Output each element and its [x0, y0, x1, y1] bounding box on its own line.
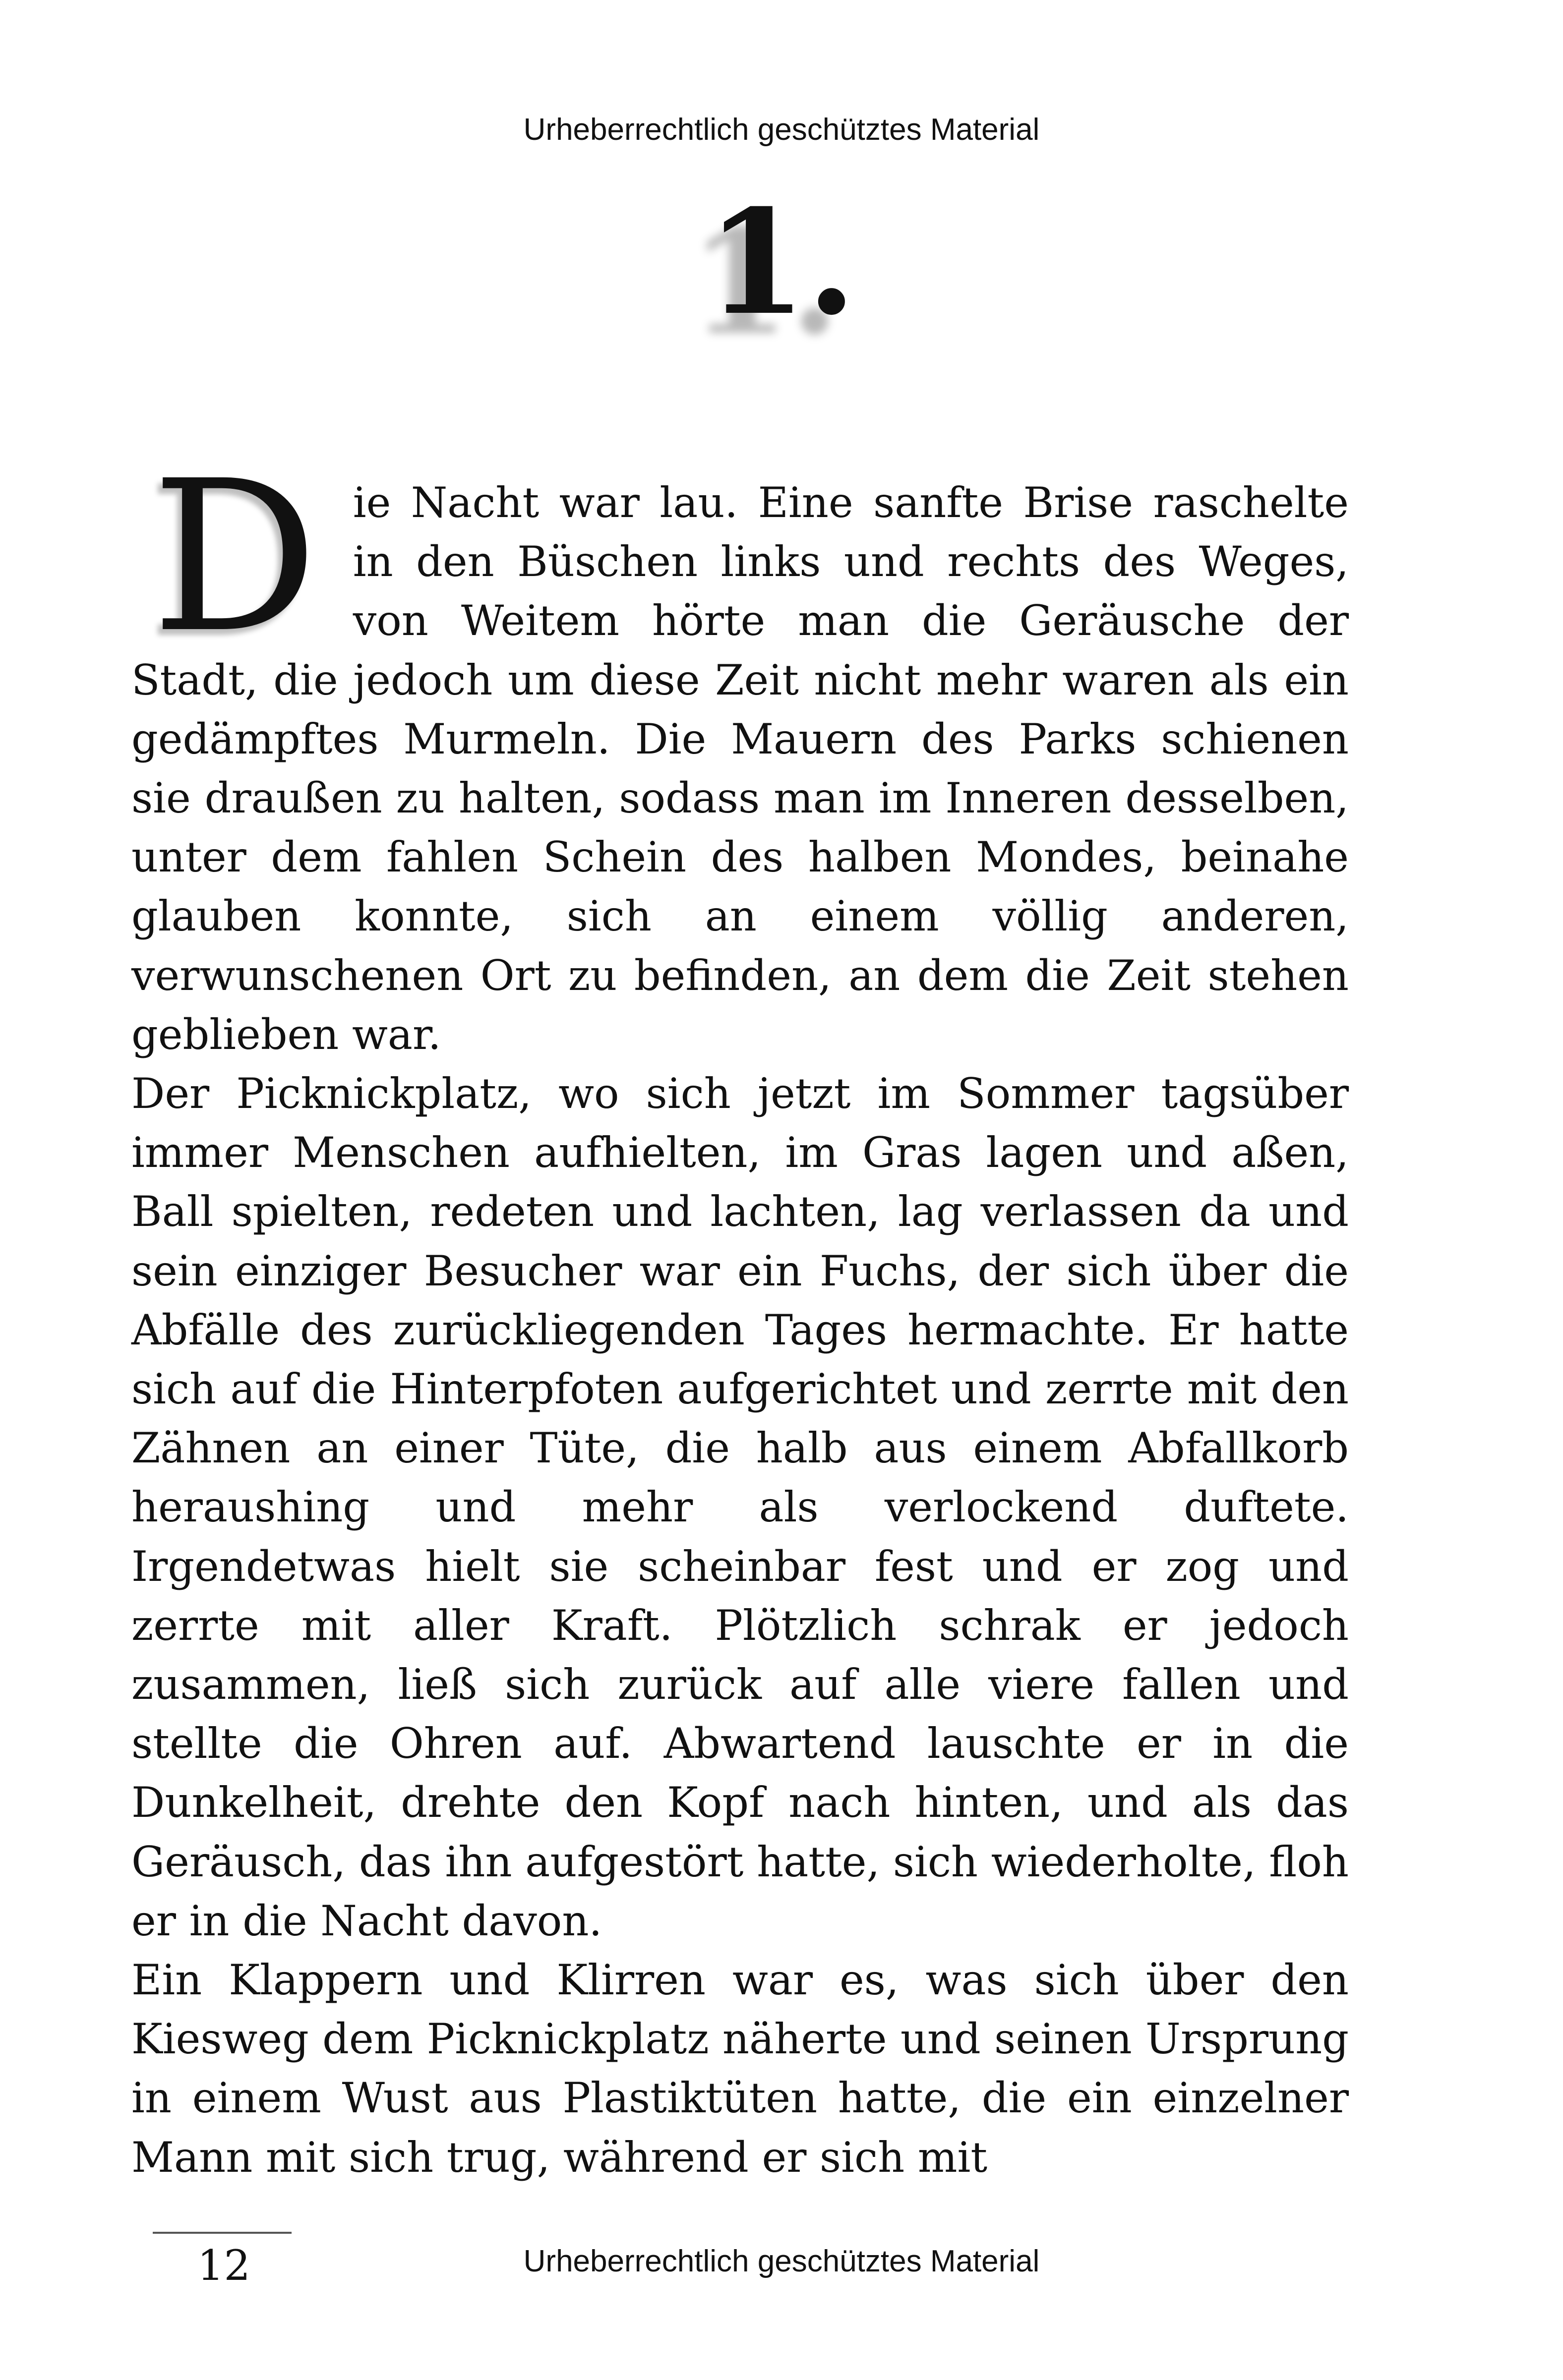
paragraph-2: Der Picknickplatz, wo sich jetzt im Sommer tagsüber immer Menschen aufhielten, im Gras lagen und aßen, Ball spielten, redeten und lachten, lag verlassen da und sein einziger Besucher war ein Fuchs, der sich über die Abfälle des zurückliegenden Tages hermachte. Er hatte sich auf die Hinterpfoten aufgerichtet und zerrte mit den Zähnen an einer Tüte, die halb aus einem Abfallkorb heraushing und mehr als verlockend duftete. Irgendetwas hielt sie scheinbar fest und er zog und zerrte mit aller Kraft. Plötzlich schrak er jedoch zusammen, ließ sich zurück auf alle viere fallen und stellte die Ohren auf. Abwartend lauschte er in die Dunkelheit, drehte den Kopf nach hinten, und als das Geräusch, das ihn aufgestört hatte, sich wiederholte, floh er in die Nacht davon. — [131, 1069, 1349, 1945]
footer-rule — [153, 2232, 292, 2234]
chapter-number: 1. — [706, 178, 857, 347]
paragraph-1 — [131, 436, 1349, 1064]
footer-copyright-note: Urheberrechtlich geschütztes Material — [523, 2244, 1040, 2278]
paragraph-3: Ein Klappern und Klirren war es, was sich über den Kiesweg dem Picknickplatz näherte und seinen Ursprung in einem Wust aus Plastiktüten hatte, die ein einzelner Mann mit sich trug, während er sich mit — [131, 1956, 1349, 2182]
body-text — [131, 436, 1349, 2187]
drop-cap: D — [151, 436, 318, 679]
header-copyright-note: Urheberrechtlich geschütztes Material — [523, 113, 1040, 147]
page-number: 12 — [197, 2241, 250, 2290]
paragraph-text: ie Nacht war lau. Eine sanfte Brise raschelte in den Büschen links und rechts des Weges, von Weitem hörte man die Geräusche der Stadt, die jedoch um diese Zeit nicht mehr waren als ein gedämpftes Murmeln. Die Mauern des Parks schienen sie draußen zu halten, sodass man im Inneren desselben, unter dem fahlen Schein des halben Mondes, beinahe glauben konnte, sich an einem völlig anderen, verwunschenen Ort zu befinden, an dem die Zeit stehen geblieben war. — [131, 478, 1349, 1059]
